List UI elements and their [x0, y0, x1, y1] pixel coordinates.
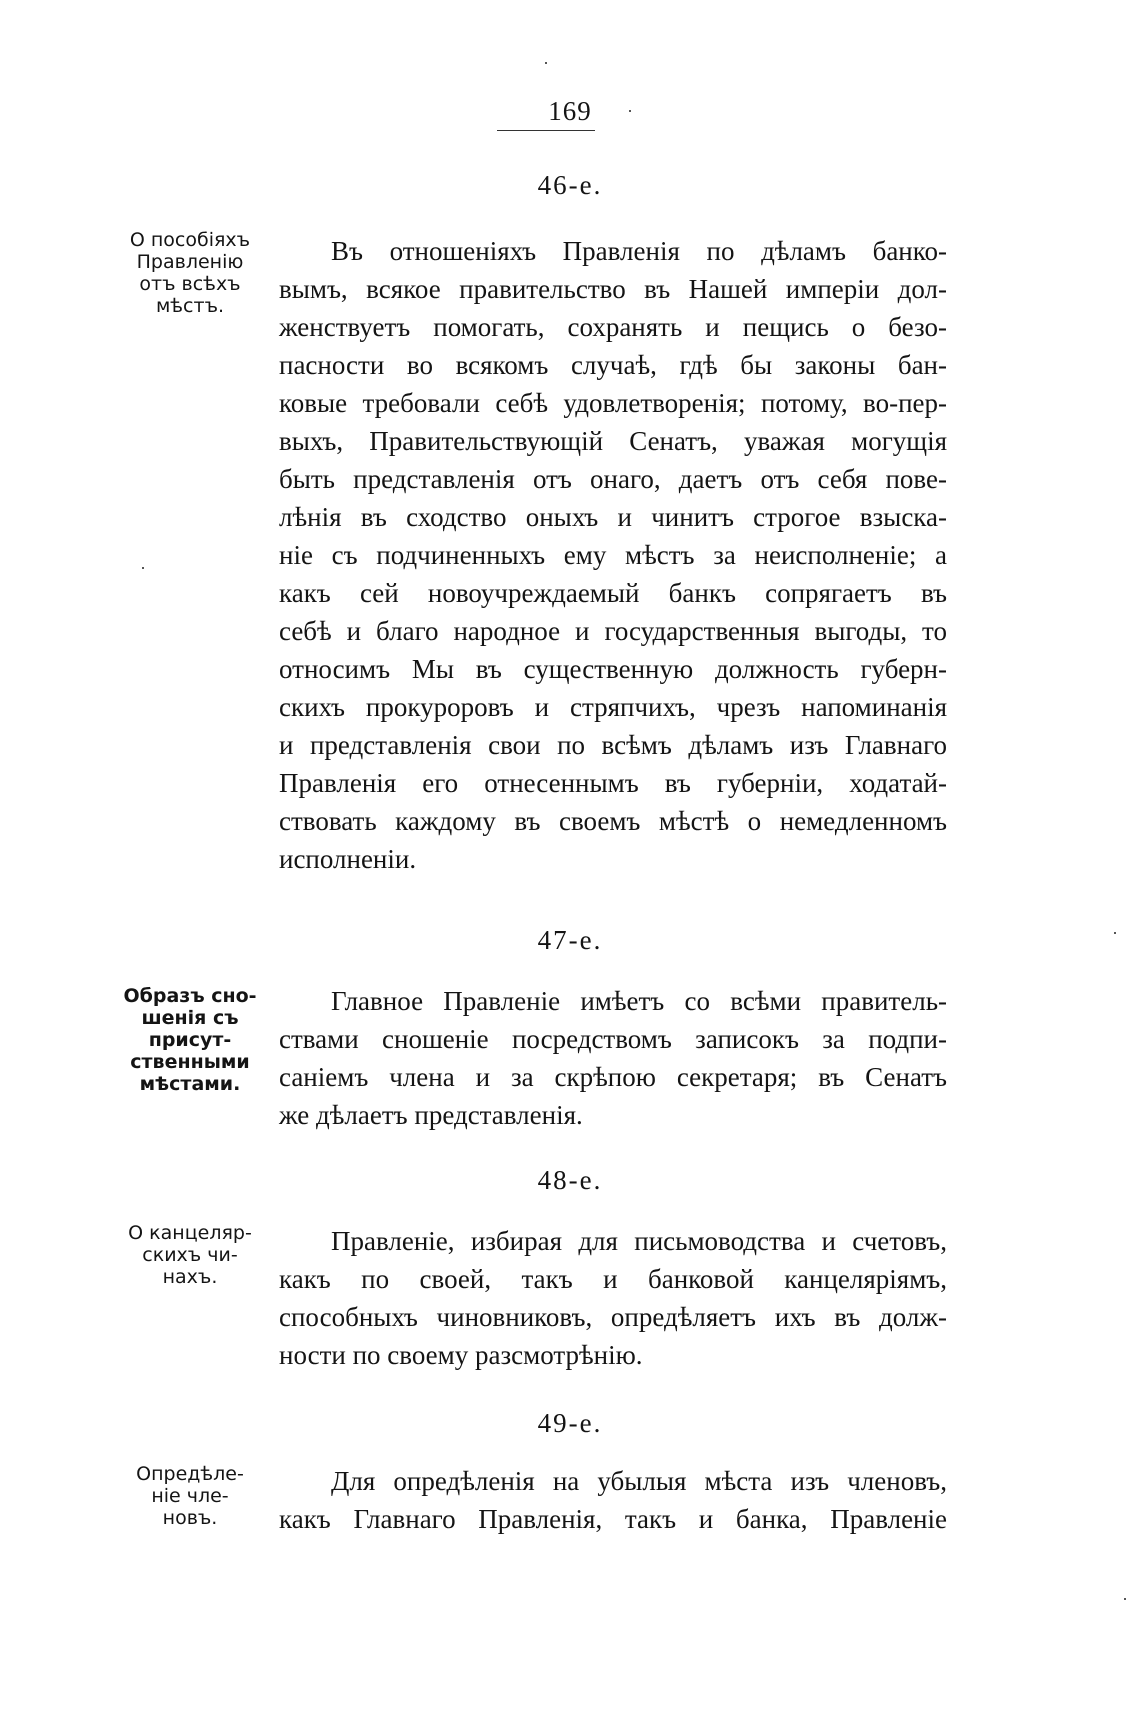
page-number-rule — [497, 130, 595, 131]
text-line: ствовать каждому въ своемъ мѣстѣ о немедленномъ — [279, 806, 947, 836]
text-line: ковые требовали себѣ удовлетворенія; потому, во-пер- — [279, 388, 947, 418]
text-line: выхъ, Правительствующій Сенатъ, уважая могущія — [279, 426, 947, 456]
section-body-49 — [279, 1462, 947, 1538]
section-body-47 — [279, 982, 947, 1134]
margin-note-48: О канцеляр- скихъ чи- нахъ. — [128, 1222, 252, 1288]
text-line: какъ сей новоучреждаемый банкъ сопрягаетъ въ — [279, 578, 947, 608]
text-line: быть представленія отъ онаго, даетъ отъ себя пове- — [279, 464, 947, 494]
scan-speck — [545, 62, 547, 64]
text-line: Правленія его отнесеннымъ въ губерніи, ходатай- — [279, 768, 947, 798]
margin-note-49: Опредѣле- ніе чле- новъ. — [136, 1463, 244, 1529]
text-line: саніемъ члена и за скрѣпою секретаря; въ Сенатъ — [279, 1062, 947, 1092]
scan-speck — [629, 110, 631, 112]
text-line: какъ Главнаго Правленія, такъ и банка, Правленіе — [279, 1504, 947, 1534]
text-line: же дѣлаетъ представленія. — [279, 1100, 583, 1130]
text-line: себѣ и благо народное и государственныя выгоды, то — [279, 616, 947, 646]
section-body-46 — [279, 232, 947, 878]
text-line: вымъ, всякое правительство въ Нашей имперіи дол- — [279, 274, 947, 304]
scan-speck — [1114, 932, 1116, 934]
text-line: относимъ Мы въ существенную должность губерн- — [279, 654, 947, 684]
text-line: лѣнія въ сходство оныхъ и чинитъ строгое взыска- — [279, 502, 947, 532]
text-line: скихъ прокуроровъ и стряпчихъ, чрезъ напоминанія — [279, 692, 947, 722]
section-body-48 — [279, 1222, 947, 1374]
text-line: ности по своему разсмотрѣнію. — [279, 1340, 643, 1370]
text-line: исполненіи. — [279, 844, 417, 874]
text-line: Главное Правленіе имѣетъ со всѣми правитель- — [331, 986, 947, 1016]
text-line: Въ отношеніяхъ Правленія по дѣламъ банко- — [331, 236, 947, 266]
margin-note-47: Образъ сно- шенія съ присут- ственными мѣстами. — [123, 985, 257, 1095]
text-line: какъ по своей, такъ и банковой канцеляріямъ, — [279, 1264, 947, 1294]
text-line: Для опредѣленія на убылыя мѣста изъ членовъ, — [331, 1466, 947, 1496]
section-heading-46: 46-е. — [537, 170, 603, 200]
scan-speck — [1124, 1598, 1126, 1600]
text-line: способныхъ чиновниковъ, опредѣляетъ ихъ въ долж- — [279, 1302, 947, 1332]
section-heading-49: 49-е. — [537, 1408, 603, 1438]
text-line: ствами сношеніе посредствомъ записокъ за подпи- — [279, 1024, 947, 1054]
section-heading-48: 48-е. — [537, 1165, 603, 1195]
text-line: женствуетъ помогать, сохранять и пещись о безо- — [279, 312, 947, 342]
margin-note-46: О пособіяхъ Правленію отъ всѣхъ мѣстъ. — [129, 229, 251, 317]
text-line: ніе съ подчиненныхъ ему мѣстъ за неисполненіе; а — [279, 540, 947, 570]
text-line: Правленіе, избирая для письмоводства и счетовъ, — [331, 1226, 947, 1256]
page-number: 169 — [548, 96, 592, 126]
scan-speck — [142, 567, 144, 569]
section-heading-47: 47-е. — [537, 925, 603, 955]
text-line: пасности во всякомъ случаѣ, гдѣ бы законы бан- — [279, 350, 947, 380]
text-line: и представленія свои по всѣмъ дѣламъ изъ Главнаго — [279, 730, 947, 760]
